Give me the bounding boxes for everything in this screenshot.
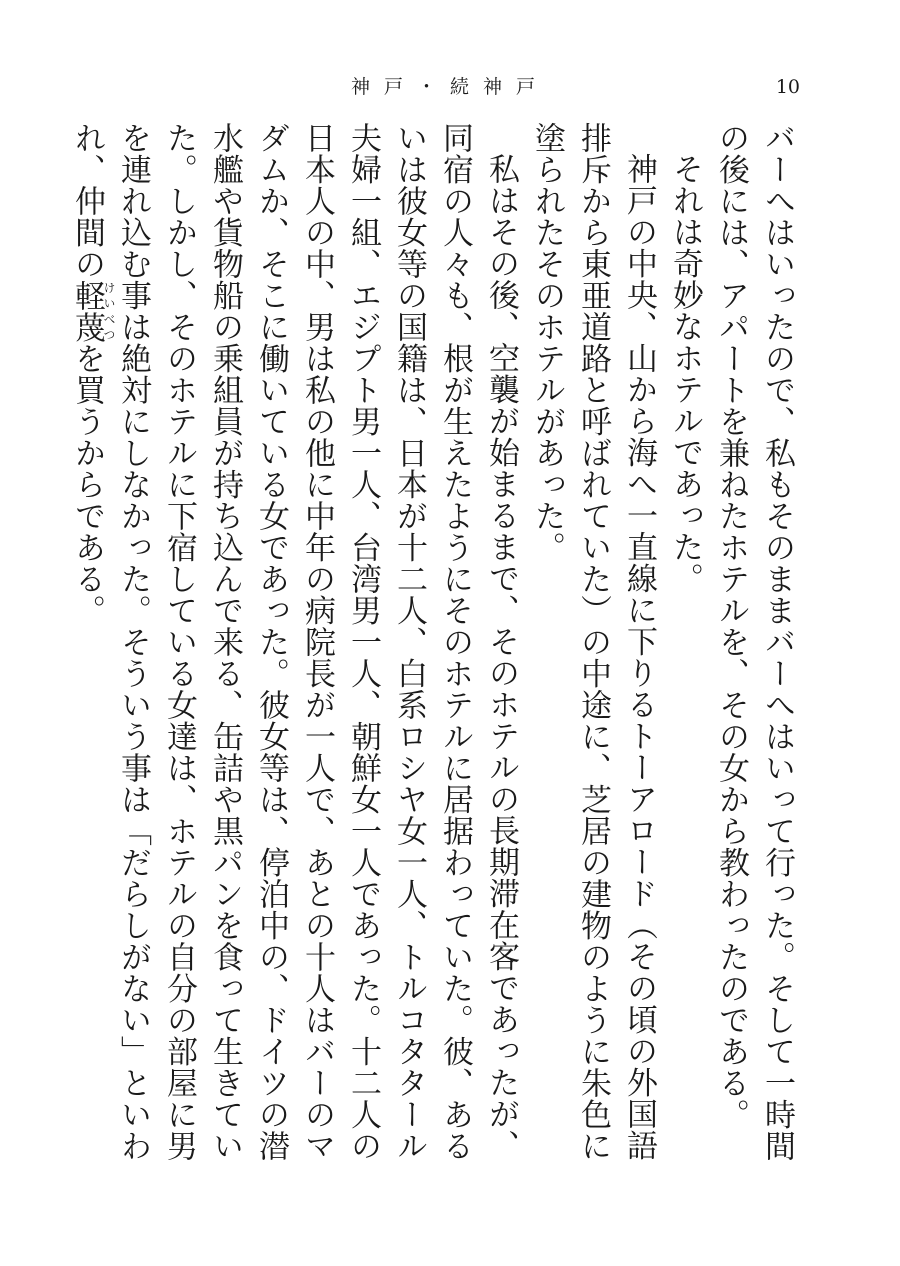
page-number: 10 — [775, 76, 800, 98]
furigana-keibetsu — [69, 279, 116, 343]
ruby-reading: けいべつ — [102, 279, 116, 343]
paragraph-2: それは奇妙なホテルであった。 — [667, 153, 703, 594]
running-head — [0, 72, 900, 102]
paragraph-4 — [64, 122, 524, 1182]
paragraph-3: 神戸の中央、山から海へ一直線に下りるトーアロード（その頃の外国語排斥から東亜道路と呼ばれていた）の中途に、芝居の建物のように朱色に塗られたそのホテルがあった。 — [529, 122, 657, 1162]
running-title: 神戸・続神戸 — [350, 76, 549, 98]
paragraph-1: バーへはいったので、私もそのままバーへはいって行った。そして一時間の後には、アパートを兼ねたホテルを、その女から教わったのである。 — [713, 122, 795, 1162]
paragraph-4-text-before: 私はその後、空襲が始まるまで、そのホテルの長期滞在客であったが、同宿の人々も、根が生えたようにそのホテルに居据わっていた。彼、あるいは彼女等の国籍は、日本が十二人、白系ロシヤ女一人、トルコタタール夫婦一組、エジプト男一人、台湾男一人、朝鮮女一人であった。十二人の日本人の中、男は私の他に中年の病院長が一人で、あとの十人はバーのマダムか、そこに働いている女であった。彼女等は、停泊中の、ドイツの潜水艦や貨物船の乗組員が持ち込んで来る、缶詰や黒パンを食って生きていた。しかし、そのホテルに下宿している女達は、ホテルの自分の部屋に男を連れ込む事は絶対にしなかった。そういう事は「だらしがない」といわれ、仲間の — [69, 122, 519, 1162]
vertical-body-text — [69, 122, 800, 1182]
paragraph-4-text-after: を買うからである。 — [69, 342, 105, 626]
ruby-base: 軽蔑 — [69, 279, 105, 343]
